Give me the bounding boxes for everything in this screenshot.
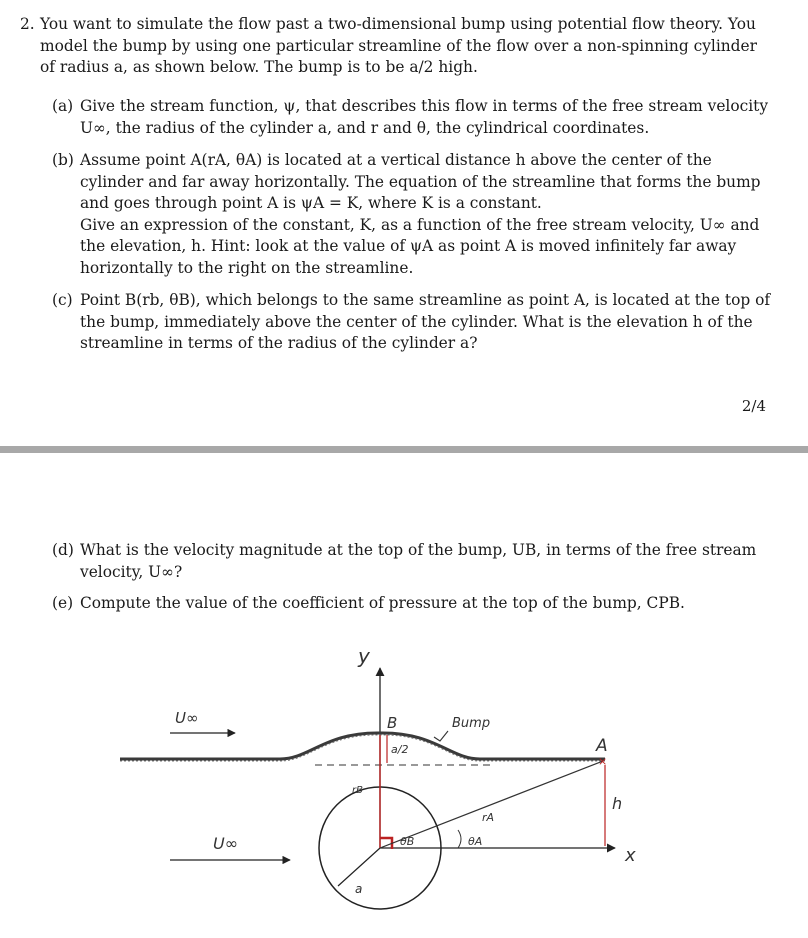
page-number: 2/4	[741, 397, 766, 415]
question-number: 2.	[20, 15, 35, 33]
bump-label: Bump	[452, 716, 491, 731]
x-axis-label: x	[625, 845, 636, 866]
page-2	[0, 453, 808, 938]
h-label: h	[612, 794, 623, 813]
point-b-label: B	[387, 714, 398, 732]
part-e-text: Compute the value of the coefficient of pressure at the top of the bump, CPB.	[80, 594, 685, 612]
bump-diagram	[100, 633, 700, 923]
theta-a-arc	[458, 830, 461, 848]
part-a	[52, 96, 772, 139]
u-inf-bottom-label: U∞	[213, 834, 239, 853]
part-b-text: Assume point A(rA, θA) is located at a vertical distance h above the center of the cylinder and far away horizontally. The equation of the streamline that forms the bump and goes through point A is ψA = K, where K is a constant.	[80, 151, 761, 212]
part-c-label: (c)	[52, 291, 73, 309]
page-separator	[0, 446, 808, 453]
part-e-label: (e)	[52, 594, 74, 612]
theta-b-label: θB	[400, 835, 415, 848]
bump-streamline	[120, 733, 605, 759]
part-c-text: Point B(rb, θB), which belongs to the same streamline as point A, is located at the top of the bump, immediately above the center of the cylinder. What is the elevation h of the streamline in terms of the radius of the cylinder a?	[80, 291, 771, 352]
bump-hatching	[120, 735, 605, 761]
r-a-line	[380, 761, 603, 848]
part-d	[52, 540, 772, 583]
page-1	[0, 0, 808, 446]
part-d-label: (d)	[52, 541, 74, 559]
theta-a-label: θA	[468, 835, 483, 848]
part-a-label: (a)	[52, 97, 74, 115]
radius-label: a	[355, 882, 363, 896]
r-b-label: rB	[352, 785, 363, 796]
part-b-text-2: Give an expression of the constant, K, as a function of the free stream velocity, U∞ and the elevation, h. Hint: look at the value of ψA as point A is moved infinitely far away horizontally to the right on the streamline.	[80, 215, 760, 277]
part-e	[52, 593, 772, 615]
point-a-label: A	[596, 736, 608, 756]
bump-pointer	[434, 731, 448, 741]
part-a-text: Give the stream function, ψ, that describes this flow in terms of the free stream velocity U∞, the radius of the cylinder a, and r and θ, the cylindrical coordinates.	[80, 97, 769, 137]
y-axis-label: y	[358, 644, 370, 668]
part-d-text: What is the velocity magnitude at the top of the bump, UB, in terms of the free stream velocity, U∞?	[80, 541, 757, 581]
half-a-label: a/2	[391, 743, 409, 756]
part-b	[52, 150, 772, 279]
part-c	[52, 290, 772, 355]
r-a-label: rA	[482, 811, 495, 824]
radius-line	[338, 848, 380, 886]
u-inf-top-label: U∞	[175, 709, 199, 727]
point-a-marker: ×	[598, 755, 608, 768]
part-b-label: (b)	[52, 151, 74, 169]
question-stem: You want to simulate the flow past a two-dimensional bump using potential flow theory. You model the bump by using one particular streamline of the flow over a non-spinning cylinder of radius a, as shown below. The bump is to be a/2 high.	[40, 15, 757, 76]
